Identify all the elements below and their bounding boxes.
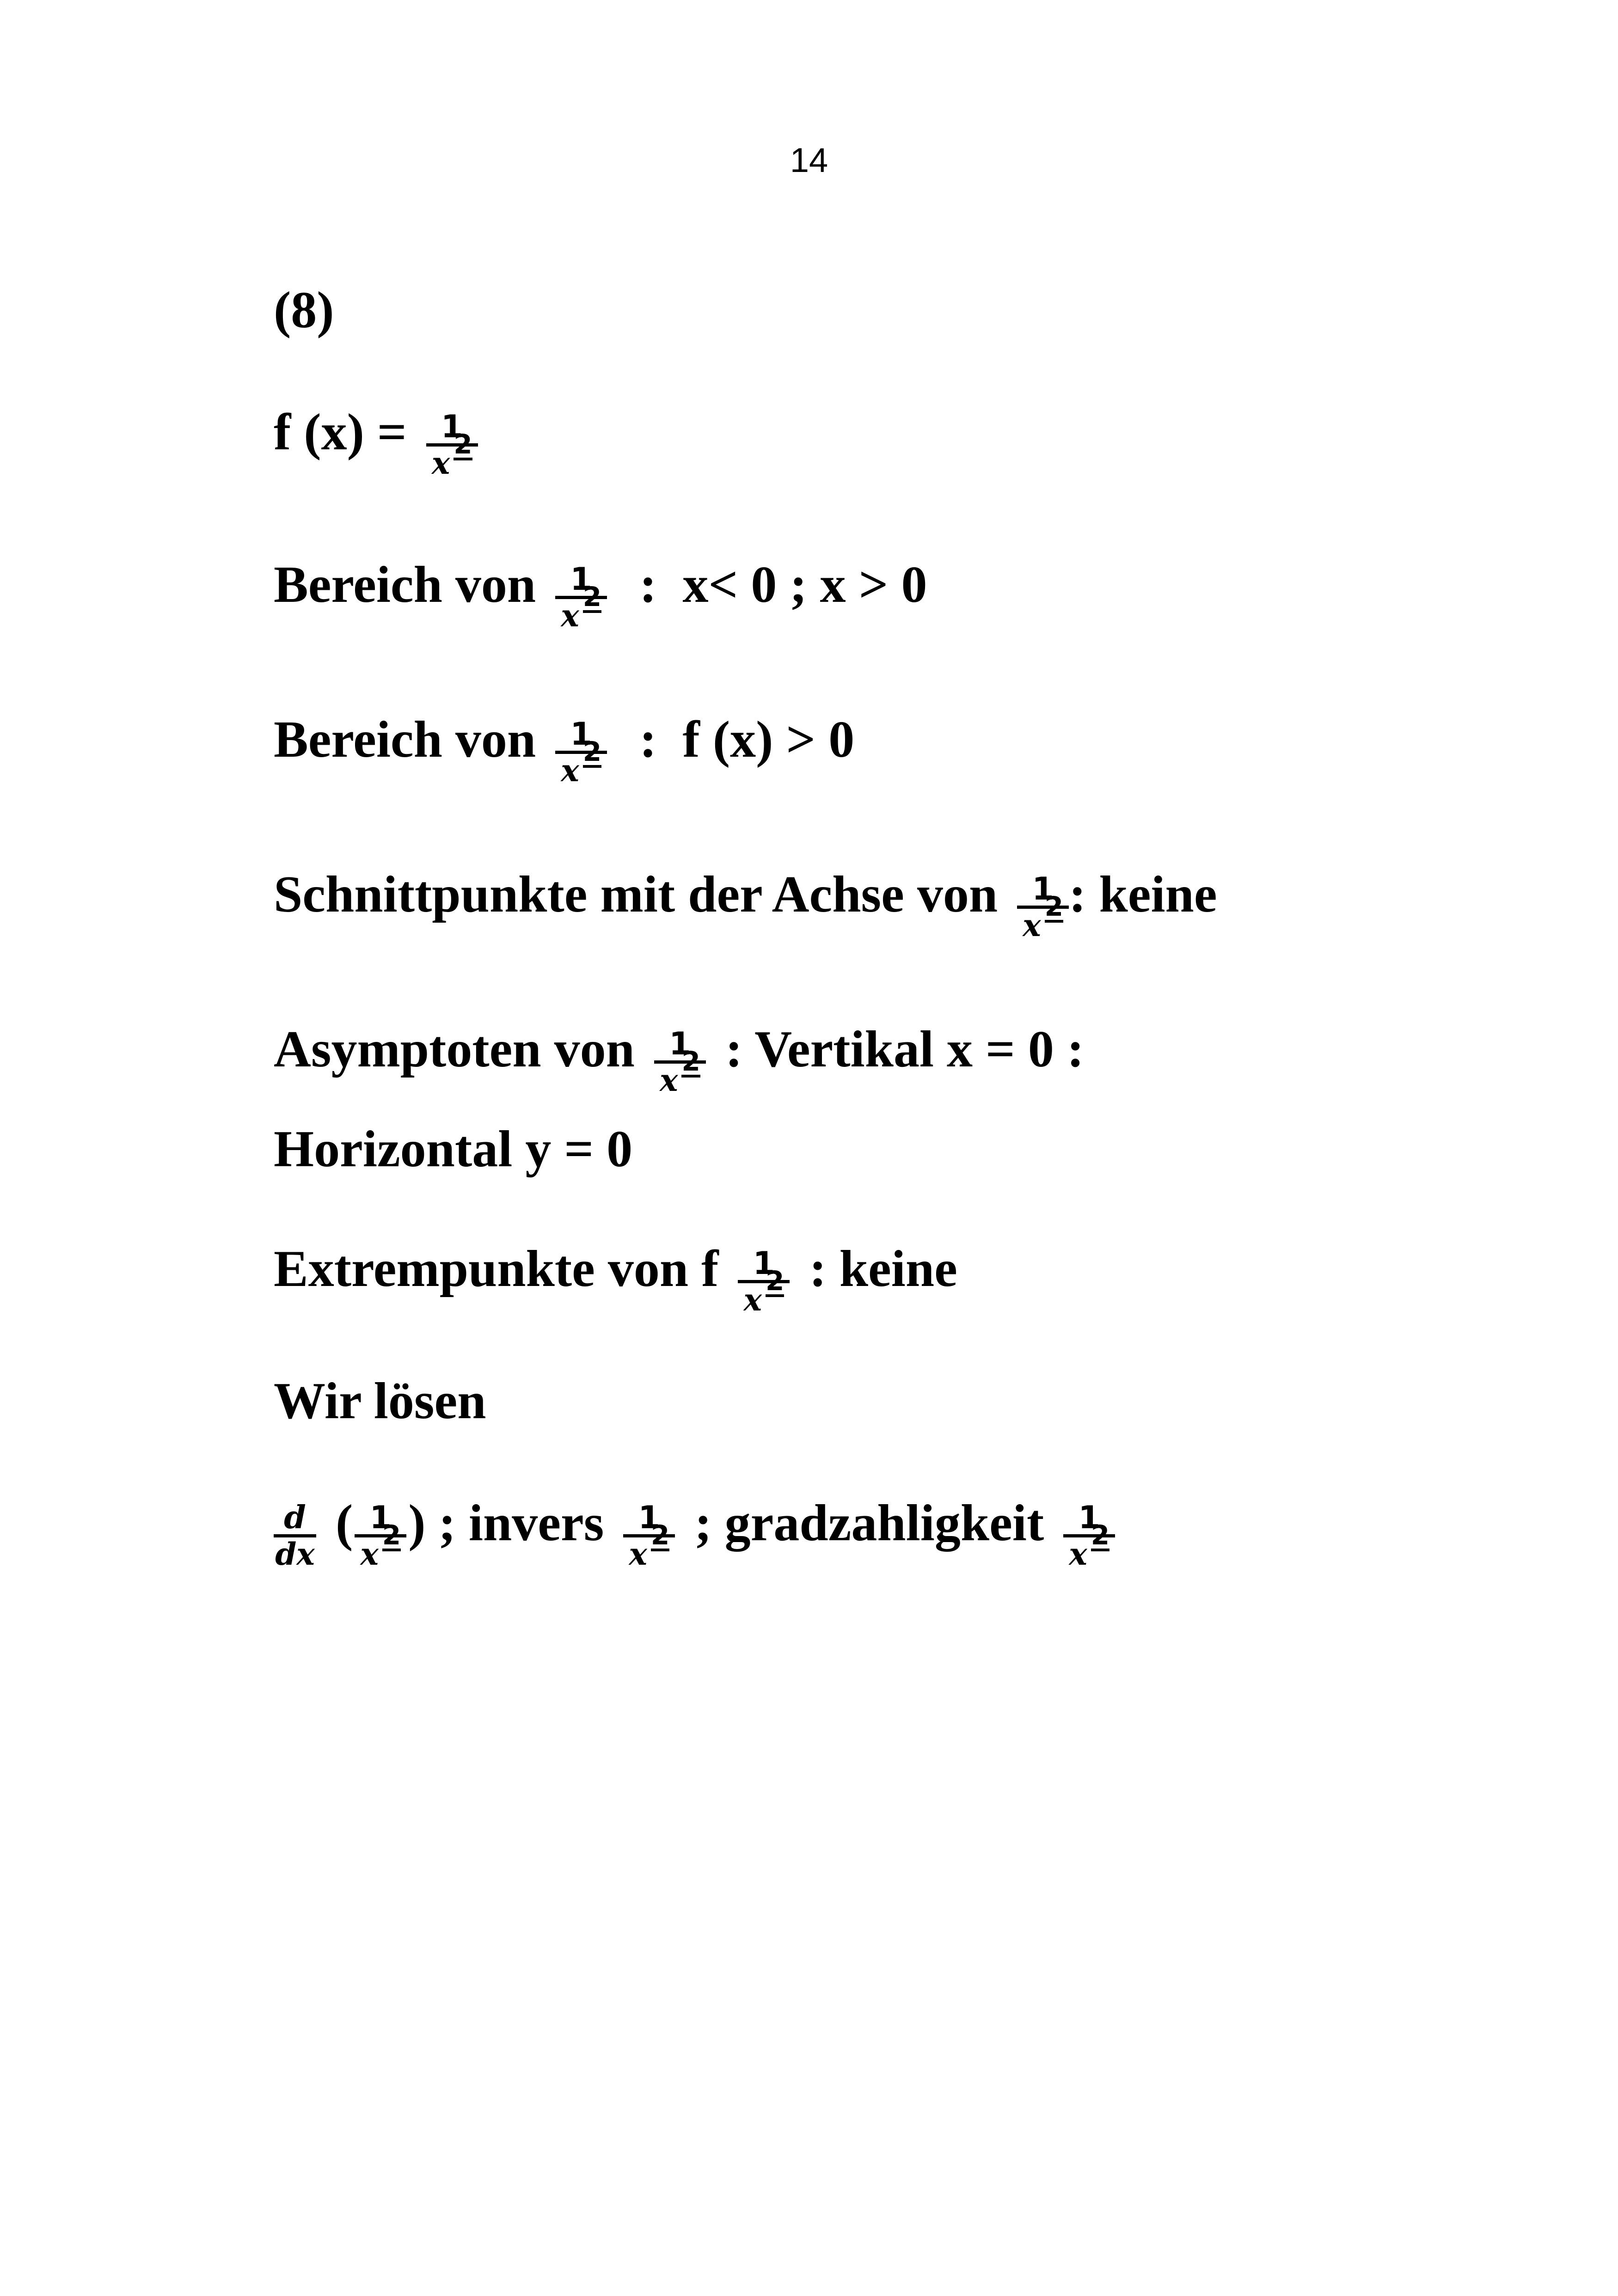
solve-heading: Wir lösen [274,1372,486,1430]
asymptotes-line: Asymptoten von 1 x 2 : Vertikal x = 0 : [274,1021,1085,1099]
fraction-one-over-x-squared: 1 x 2 [623,1501,675,1571]
page-number: 14 [790,141,828,179]
derivative-operator: $\frac{d}{dx}$ [274,1501,316,1571]
domain-line: Bereich von 1 x 2 : x< 0 ; x > 0 [274,556,927,634]
operations-line: $\frac{d}{dx}$ ( 1 x 2 ) ; invers 1 x 2 ; gradzahligkeit 1 x 2 [274,1488,1122,1558]
fraction-one-over-x-squared: 1 x 2 [555,718,607,788]
fraction-one-over-x-squared: 1 x 2 [1017,873,1069,943]
section-number: (8) [274,282,334,339]
fraction-one-over-x-squared: 1 x 2 [555,563,607,633]
range-line: Bereich von 1 x 2 : f (x) > 0 [274,711,855,789]
fraction-one-over-x-squared: 1 x 2 [426,410,478,480]
fraction-one-over-x-squared: 1 x 2 [1063,1501,1115,1571]
intercepts-line: Schnittpunkte mit der Achse von 1 x 2 : keine [274,866,1217,944]
fraction-one-over-x-squared: 1 x 2 [355,1501,406,1571]
horizontal-asymptote-line: Horizontal y = 0 [274,1120,633,1178]
function-definition: f (x) = 1 x 2 [274,398,484,467]
fraction-one-over-x-squared: 1 x 2 [738,1247,790,1317]
extrema-line: Extrempunkte von f 1 x 2 : keine [274,1240,957,1318]
fraction-one-over-x-squared: 1 x 2 [654,1028,706,1097]
